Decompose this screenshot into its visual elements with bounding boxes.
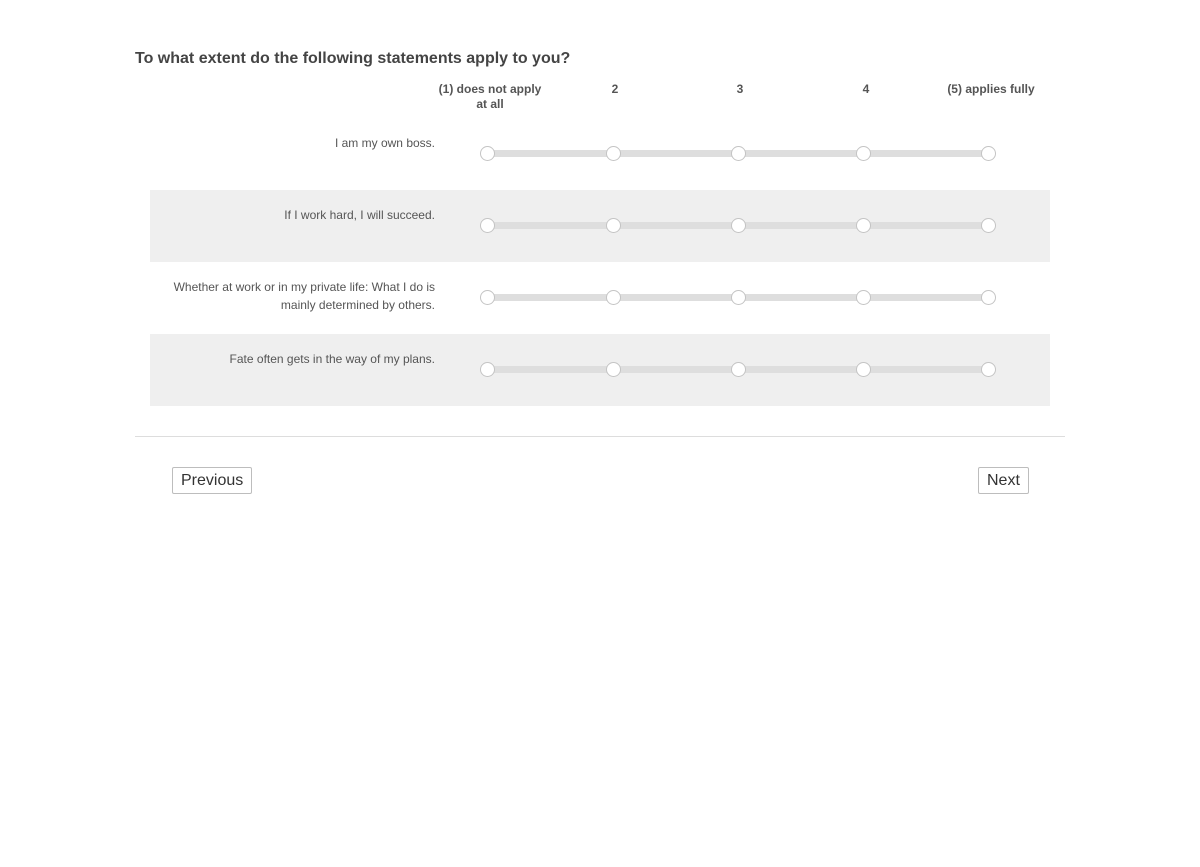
scale-point-4[interactable]: [856, 218, 871, 233]
statement-row: [150, 118, 1050, 190]
scale-label-2: 2: [611, 82, 619, 96]
scale-point-1[interactable]: [480, 362, 495, 377]
statement-label: Fate often gets in the way of my plans.: [229, 352, 435, 366]
scale-point-3[interactable]: [731, 218, 746, 233]
scale-point-5[interactable]: [981, 362, 996, 377]
scale-label-1: (1) does not apply at all: [438, 82, 542, 111]
scale-label-5: (5) applies fully: [947, 82, 1035, 96]
scale-point-4[interactable]: [856, 146, 871, 161]
scale-point-2[interactable]: [606, 362, 621, 377]
scale-point-1[interactable]: [480, 290, 495, 305]
scale-point-4[interactable]: [856, 362, 871, 377]
statement-label: I am my own boss.: [334, 136, 435, 150]
scale-point-1[interactable]: [480, 146, 495, 161]
scale-point-5[interactable]: [981, 290, 996, 305]
statement-row: [150, 262, 1050, 334]
scale-point-3[interactable]: [731, 146, 746, 161]
scale-point-4[interactable]: [856, 290, 871, 305]
divider: [135, 436, 1065, 437]
scale-point-2[interactable]: [606, 146, 621, 161]
scale-point-3[interactable]: [731, 362, 746, 377]
question-title: To what extent do the following statements apply to you?: [135, 50, 571, 67]
statement-list: [150, 118, 1050, 406]
scale-label-3: 3: [736, 82, 744, 96]
scale-label-4: 4: [862, 82, 870, 96]
scale-point-2[interactable]: [606, 290, 621, 305]
scale-point-3[interactable]: [731, 290, 746, 305]
previous-button[interactable]: Previous: [172, 467, 252, 494]
statement-label: If I work hard, I will succeed.: [284, 208, 435, 222]
scale-point-1[interactable]: [480, 218, 495, 233]
scale-point-5[interactable]: [981, 218, 996, 233]
statement-row: [150, 334, 1050, 406]
statement-row: [150, 190, 1050, 262]
scale-point-5[interactable]: [981, 146, 996, 161]
scale-point-2[interactable]: [606, 218, 621, 233]
statement-label: Whether at work or in my private life: What I do is mainly determined by others.: [173, 280, 435, 312]
scale-header: [0, 82, 1200, 116]
next-button[interactable]: Next: [978, 467, 1029, 494]
